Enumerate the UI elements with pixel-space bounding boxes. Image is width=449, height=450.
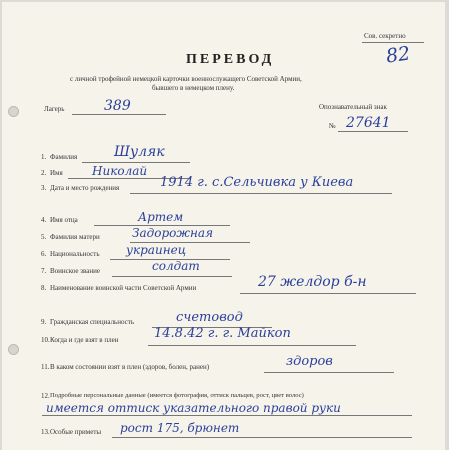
field-label-father-name: Имя отца: [50, 216, 78, 224]
field-number: 5.: [41, 233, 47, 241]
tag-line: [338, 131, 408, 132]
document-subtitle-line1: с личной трофейной немецкой карточки военнослужащего Советской Армии,: [70, 75, 302, 83]
field-number: 9.: [41, 318, 47, 326]
field-value-personal-data: имеется оттиск указательного правой руки: [46, 401, 341, 415]
field-number: 12.: [41, 392, 50, 400]
field-number: 3.: [41, 184, 47, 192]
field-line: [42, 415, 412, 416]
tag-value: 27641: [346, 115, 391, 131]
field-number: 1.: [41, 153, 47, 161]
field-label-surname: Фамилия: [50, 153, 78, 161]
field-number: 10.: [41, 336, 50, 344]
field-value-capture: 14.8.42 г. г. Майкоп: [154, 326, 291, 341]
field-label-mother-surname: Фамилия матери: [50, 233, 100, 241]
classification-underline: [362, 42, 424, 43]
camp-line: [72, 114, 166, 115]
field-line: [264, 372, 394, 373]
field-number: 8.: [41, 284, 47, 292]
field-number: 7.: [41, 267, 47, 275]
field-value-mother-surname: Задорожная: [132, 226, 214, 240]
field-line: [240, 293, 416, 294]
field-label-name: Имя: [50, 169, 63, 177]
punch-hole: [8, 106, 19, 117]
document-subtitle-line2: бывшего в немецком плену.: [152, 84, 235, 92]
field-number: 11.: [41, 363, 50, 371]
field-line: [112, 437, 412, 438]
field-label-birth: Дата и место рождения: [50, 184, 120, 192]
tag-label: Опознавательный знак: [319, 103, 387, 111]
field-label-special-marks: Особые приметы: [50, 428, 102, 436]
tag-prefix: №: [329, 122, 336, 130]
field-line: [130, 193, 392, 194]
camp-value: 389: [104, 98, 131, 114]
field-number: 4.: [41, 216, 47, 224]
document-page: [2, 2, 445, 450]
field-value-special-marks: рост 175, брюнет: [120, 421, 240, 435]
field-label-rank: Воинское звание: [50, 267, 100, 275]
classification-label: Сов. секретно: [364, 32, 406, 40]
field-line: [82, 162, 190, 163]
field-label-personal-data: Подробные персональные данные (имеется фотография, оттиск пальцев, рост, цвет волос): [50, 392, 304, 399]
document-title: ПЕРЕВОД: [186, 52, 275, 67]
field-number: 6.: [41, 250, 47, 258]
field-value-name: Николай: [92, 164, 148, 178]
field-number: 13.: [41, 428, 50, 436]
field-value-civil-specialty: счетовод: [176, 310, 243, 325]
field-number: 2.: [41, 169, 47, 177]
field-label-condition: В каком состоянии взят в плен (здоров, болен, ранен): [50, 363, 210, 371]
field-label-military-unit: Наименование воинской части Советской Армии: [50, 284, 197, 292]
field-line: [112, 276, 232, 277]
field-value-military-unit: 27 желдор б-н: [258, 274, 367, 290]
camp-label: Лагерь: [44, 105, 65, 113]
field-value-birth: 1914 г. с.Сельчивка у Киева: [160, 175, 354, 190]
field-value-nationality: украинец: [126, 243, 187, 257]
field-value-rank: солдат: [152, 259, 200, 273]
field-value-surname: Шуляк: [114, 144, 165, 160]
field-label-nationality: Национальность: [50, 250, 100, 258]
field-line: [148, 345, 356, 346]
field-value-condition: здоров: [286, 354, 333, 369]
field-label-capture: Когда и где взят в плен: [50, 336, 119, 344]
field-label-civil-specialty: Гражданская специальность: [50, 318, 135, 326]
page-number-handwritten: 82: [384, 42, 412, 68]
field-value-father-name: Артем: [138, 210, 184, 224]
punch-hole: [8, 344, 19, 355]
